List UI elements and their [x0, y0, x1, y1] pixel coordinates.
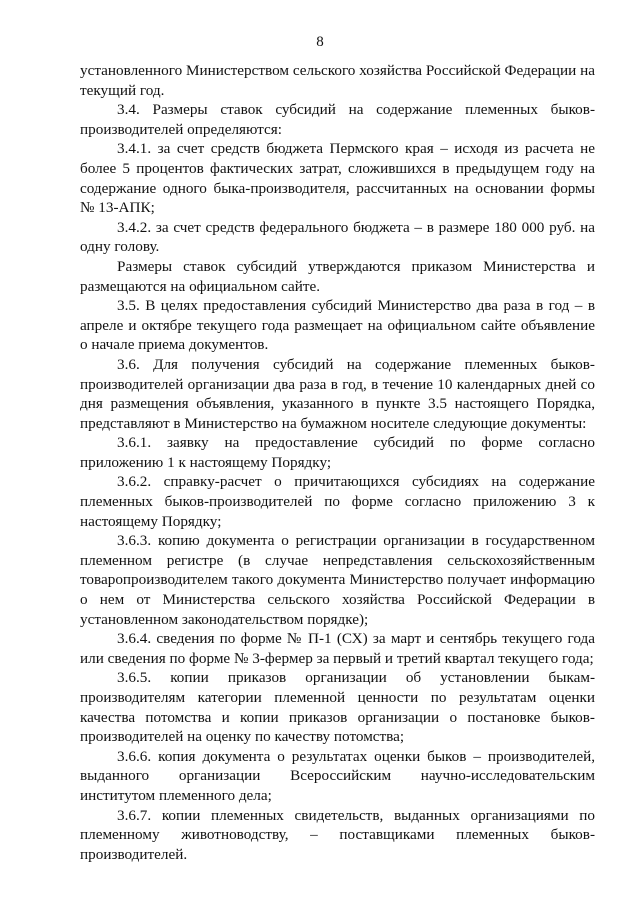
paragraph-3-6-6: 3.6.6. копия документа о результатах оценки быков – производителей, выданного организации Всероссийским научно-исследовательским институтом племенного дела; [80, 747, 595, 804]
paragraph-3-4-2: 3.4.2. за счет средств федерального бюджета – в размере 180 000 руб. на одну голову. [80, 218, 595, 256]
paragraph-rates-approval: Размеры ставок субсидий утверждаются приказом Министерства и размещаются на официальном сайте. [80, 257, 595, 295]
paragraph-3-5: 3.5. В целях предоставления субсидий Министерство два раза в год – в апреле и октябре текущего года размещает на официальном сайте объявление о начале приема документов. [80, 297, 595, 354]
paragraph-3-6-5: 3.6.5. копии приказов организации об установлении быкам-производителям категории племенной ценности по результатам оценки качества потомства и копии приказов организации о постановке быков-производителей на оценку по качеству потомства; [80, 669, 595, 746]
paragraph-3-6-3: 3.6.3. копию документа о регистрации организации в государственном племенном регистре (в случае непредставления сельскохозяйственным товаропроизводителем такого документа Министерство получает информацию о нем от Министерства сельского хозяйства Российской Федерации в установленном законодательством порядке); [80, 532, 595, 628]
paragraph-3-6-2: 3.6.2. справку-расчет о причитающихся субсидиях на содержание племенных быков-производителей по форме согласно приложению 3 к настоящему Порядку; [80, 473, 595, 530]
paragraph-3-6-7: 3.6.7. копии племенных свидетельств, выданных организациями по племенному животноводству, – поставщиками племенных быков-производителей. [80, 806, 595, 863]
paragraph-3-6-4: 3.6.4. сведения по форме № П-1 (СХ) за март и сентябрь текущего года или сведения по форме № 3-фермер за первый и третий квартал текущего года; [80, 630, 595, 667]
document-body [80, 61, 595, 864]
paragraph-3-4: 3.4. Размеры ставок субсидий на содержание племенных быков-производителей определяются: [80, 101, 595, 138]
page-number: 8 [316, 34, 324, 50]
paragraph-3-4-1: 3.4.1. за счет средств бюджета Пермского края – исходя из расчета не более 5 процентов фактических затрат, сложившихся в предыдущем году на содержание одного быка-производителя, рассчитанных на основании формы № 13-АПК; [80, 140, 595, 217]
paragraph-continuation: установленного Министерством сельского хозяйства Российской Федерации на текущий год. [80, 62, 595, 99]
paragraph-3-6: 3.6. Для получения субсидий на содержание племенных быков-производителей организации два раза в год, в течение 10 календарных дней со дня размещения объявления, указанного в пункте 3.5 настоящего Порядка, представляют в Министерство на бумажном носителе следующие документы: [80, 355, 595, 432]
paragraph-3-6-1: 3.6.1. заявку на предоставление субсидий по форме согласно приложению 1 к настоящему Порядку; [80, 434, 595, 471]
